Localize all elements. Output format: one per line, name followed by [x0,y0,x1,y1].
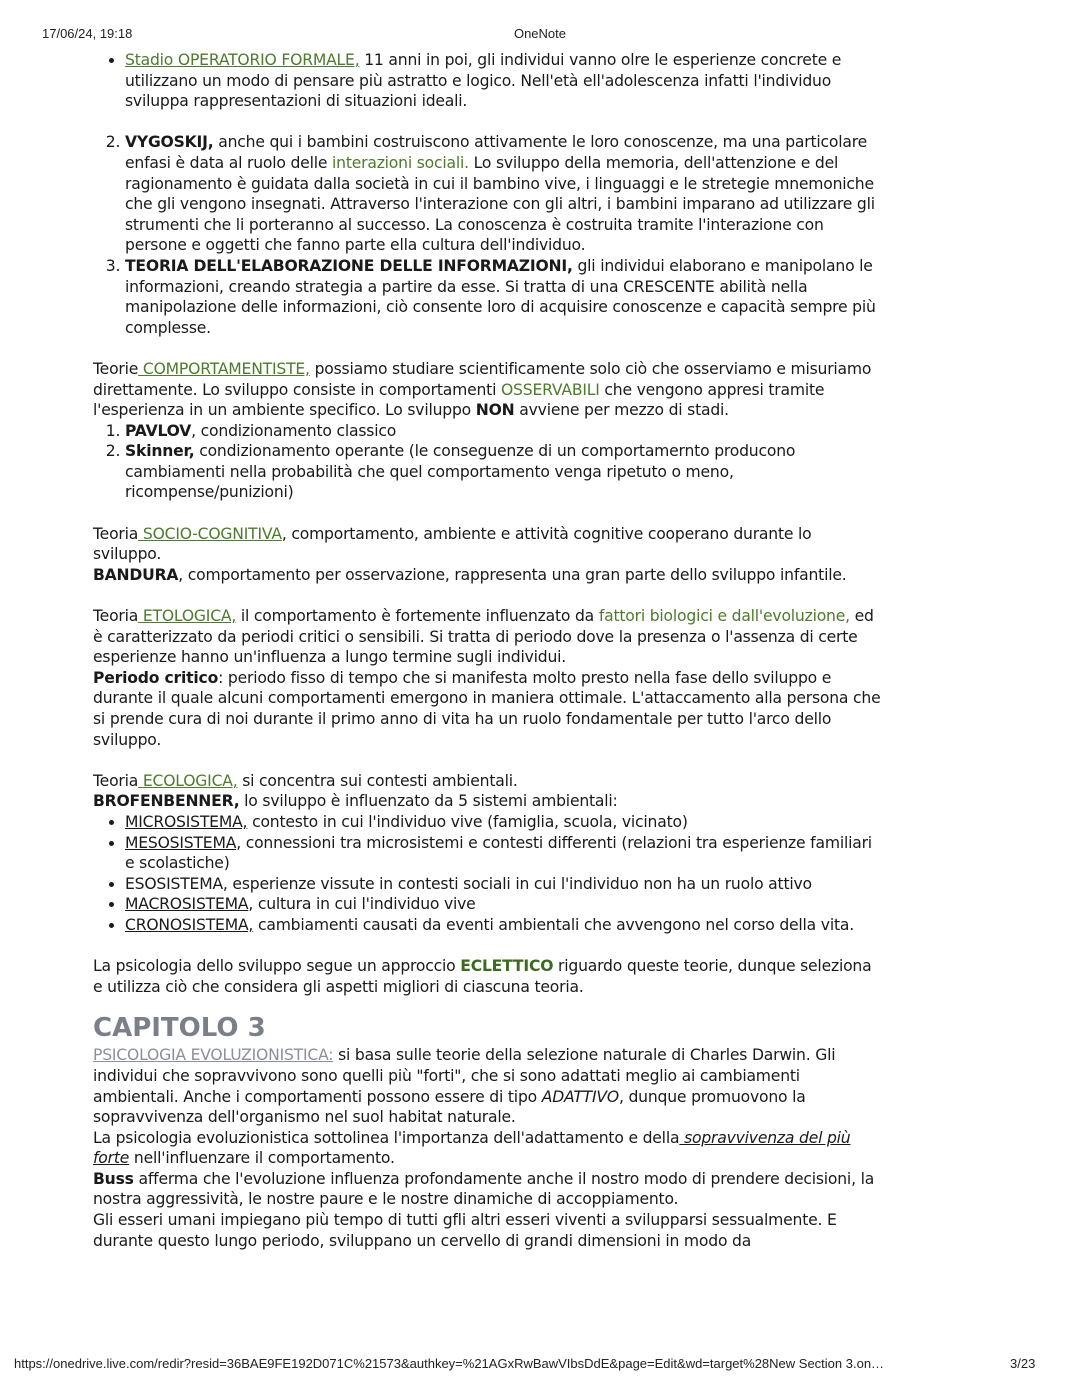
macrosistema-text: , cultura in cui l'individuo vive [248,895,476,914]
formale-link[interactable]: Stadio OPERATORIO FORMALE, [125,51,360,69]
bronfenbrenner-text: lo sviluppo è influenzato da 5 sistemi ambientali: [239,792,618,811]
evoluzionistica-link[interactable]: PSICOLOGIA EVOLUZIONISTICA: [93,1046,334,1065]
bronfenbrenner-name: BROFENBENNER, [93,792,240,811]
periodo-critico-label: Periodo critico [93,668,219,687]
list-item [125,441,883,503]
comportamentiste-text-1: possiamo studiare scientificamente solo ciò che osserviamo e misuriamo direttamente. Lo sviluppo consiste in comportamenti [93,359,872,399]
theory-list [93,132,883,338]
ecologica-link[interactable]: ECOLOGICA, [138,771,238,790]
list-item [125,421,883,442]
print-datetime: 17/06/24, 19:18 [42,26,133,41]
comportamentiste-bold: NON [475,401,515,420]
mesosistema-name: MESOSISTEMA [125,833,237,852]
list-item [125,256,883,338]
elaborazione-name: TEORIA DELL'ELABORAZIONE DELLE INFORMAZIONI, [125,256,573,275]
list-item [125,812,883,833]
ecologica-prefix: Teoria [93,771,139,790]
eclettico-text-1: La psicologia dello sviluppo segue un approccio [93,957,461,976]
comportamentiste-highlight: OSSERVABILI [500,380,600,399]
page-content [93,50,883,1251]
elaborazione-text: gli individui elaborano e manipolano le informazioni, creando strategia a partire da esse. Si tratta di una CRESCENTE abilità nella manipolazione delle informazioni, ciò consente loro di acquisire conoscenze e capacità sempre più complesse. [125,256,876,337]
list-item [125,50,883,112]
bronfenbrenner-paragraph [93,791,883,812]
esosistema-name: ESOSISTEMA [125,874,223,893]
vygoskij-name: VYGOSKIJ, [125,133,214,152]
cronosistema-name: CRONOSISTEMA, [125,915,254,934]
socio-link[interactable]: SOCIO-COGNITIVA [138,524,282,543]
comportamentiste-link[interactable]: COMPORTAMENTISTE, [138,359,310,378]
comportamentiste-text-2: che vengono appresi tramite l'esperienza in un ambiente specifico. Lo sviluppo [93,380,825,420]
adattamento-text-2: nell'influenzare il comportamento. [129,1149,395,1168]
bandura-text: , comportamento per osservazione, rappresenta una gran parte dello sviluppo infantile. [178,565,847,584]
buss-name: Buss [93,1169,134,1188]
etologica-prefix: Teoria [93,607,139,626]
bandura-name: BANDURA [93,565,179,584]
evoluzionistica-paragraph [93,1045,883,1127]
eclettico-paragraph [93,956,883,997]
evoluzionistica-text-2: , dunque promuovono la sopravvivenza dell'organismo nel suol habitat naturale. [93,1087,806,1127]
formale-text: 11 anni in poi, gli individui vanno olre le esperienze concrete e utilizzano un modo di pensare più astratto e logico. Nell'età ell'adolescenza infatti l'individuo sviluppa rappresentazioni di situazioni ideali. [125,51,842,111]
print-app-title: OneNote [513,26,567,41]
list-item [125,894,883,915]
comportamentiste-prefix: Teorie [93,359,139,378]
vygoskij-text-1: anche qui i bambini costruiscono attivamente le loro conoscenze, ma una particolare enfasi è data al ruolo delle [125,133,867,172]
skinner-name: Skinner, [125,442,195,461]
periodo-critico-paragraph [93,668,883,750]
eclettico-bold: ECLETTICO [460,957,554,976]
print-url[interactable]: https://onedrive.live.com/redir?resid=36BAE9FE192D071C%21573&authkey=%21AGxRwBawVIbsDdE&page=Edit&wd=target%28New Section 3.on… [14,1356,885,1371]
etologica-link[interactable]: ETOLOGICA, [138,607,237,626]
socio-text: , comportamento, ambiente e attività cognitive cooperano durante lo sviluppo. [93,524,812,564]
socio-paragraph [93,524,883,565]
comportamentiste-text-3: avviene per mezzo di stadi. [514,401,729,420]
chapter-title: CAPITOLO 3 [93,1013,266,1044]
cronosistema-text: cambiamenti causati da eventi ambientali che avvengono nel corso della vita. [253,915,854,934]
pavlov-text: , condizionamento classico [191,421,397,440]
etologica-highlight: fattori biologici e dall'evoluzione, [598,607,850,626]
comportamentiste-paragraph [93,359,883,421]
etologica-paragraph [93,606,883,668]
stage-list [93,50,883,112]
vygoskij-highlight: interazioni sociali. [332,153,469,172]
systems-list [93,812,883,936]
pavlov-name: PAVLOV [125,421,192,440]
ecologica-text: si concentra sui contesti ambientali. [237,771,518,790]
etologica-text-1: il comportamento è fortemente influenzato da [236,607,599,626]
esosistema-text: , esperienze vissute in contesti sociali in cui l'individuo non ha un ruolo attivo [222,874,812,893]
skinner-text: condizionamento operante (le conseguenze di un comportamernto producono cambiamenti nella probabilità che quel comportamento venga ripetuto o meno, ricompense/punizioni) [125,442,796,502]
vygoskij-text-2: Lo sviluppo della memoria, dell'attenzione e del ragionamento è guidata dalla società in cui il bambino vive, i linguaggi e le stretegie mnemoniche che gli vengono insegnati. Attraverso l'interazione con gli altri, i bambini imparano ad utilizzare gli strumenti che li porteranno al successo. La conoscenza è costruita tramite l'interazione con persone e oggetti che fanno parte ella cultura dell'individuo. [125,153,875,255]
list-item [125,915,883,936]
periodo-critico-text: : periodo fisso di tempo che si manifesta molto presto nella fase dello sviluppo e durante il quale alcuni comportamenti emergono in maniera ottimale. L'attaccamento alla persona che si prende cura di noi durante il primo anno di vita ha un ruolo fondamentale per tutto l'arco dello sviluppo. [93,668,881,749]
macrosistema-name: MACROSISTEMA [125,895,249,914]
etologica-text-2: ed è caratterizzato da periodi critici o sensibili. Si tratta di periodo dove la presenza o l'assenza di certe esperienze hanno un'influenza a lungo termine sugli individui. [93,607,874,667]
socio-prefix: Teoria [93,524,139,543]
bandura-paragraph [93,565,883,586]
mesosistema-text: , connessioni tra microsistemi e contesti differenti (relazioni tra esperienze familiari e scolastiche) [125,833,872,873]
adattamento-paragraph [93,1128,883,1169]
microsistema-name: MICROSISTEMA, [125,812,248,831]
buss-text: afferma che l'evoluzione influenza profondamente anche il nostro modo di prendere decisioni, la nostra aggressività, le nostre paure e le nostre dinamiche di accoppiamento. [93,1169,875,1209]
list-item [125,132,883,256]
list-item [125,833,883,874]
eclettico-text-2: riguardo queste teorie, dunque seleziona e utilizza ciò che considera gli aspetti migliori di ciascuna teoria. [93,957,872,996]
sviluppo-paragraph: Gli esseri umani impiegano più tempo di tutti gfli altri esseri viventi a svilupparsi sessualmente. E durante questo lungo periodo, sviluppano un cervello di grandi dimensioni in modo da [93,1211,837,1250]
ecologica-paragraph [93,771,883,792]
evoluzionistica-text-1: si basa sulle teorie della selezione naturale di Charles Darwin. Gli individui che sopravvivono sono quelli più "forti", che si sono adattati meglio ai cambiamenti ambientali. Anche i comportamenti possono essere di tipo [93,1046,836,1106]
adattamento-text-1: La psicologia evoluzionistica sottolinea l'importanza dell'adattamento e della [93,1128,680,1147]
sopravvivenza-italic: sopravvivenza del più forte [93,1128,851,1168]
comportamentiste-list [93,421,883,503]
microsistema-text: contesto in cui l'individuo vive (famiglia, scuola, vicinato) [247,812,688,831]
page-number: 3/23 [1010,1356,1036,1371]
buss-paragraph [93,1169,883,1210]
list-item [125,874,883,895]
adattivo-italic: ADATTIVO [541,1087,619,1106]
